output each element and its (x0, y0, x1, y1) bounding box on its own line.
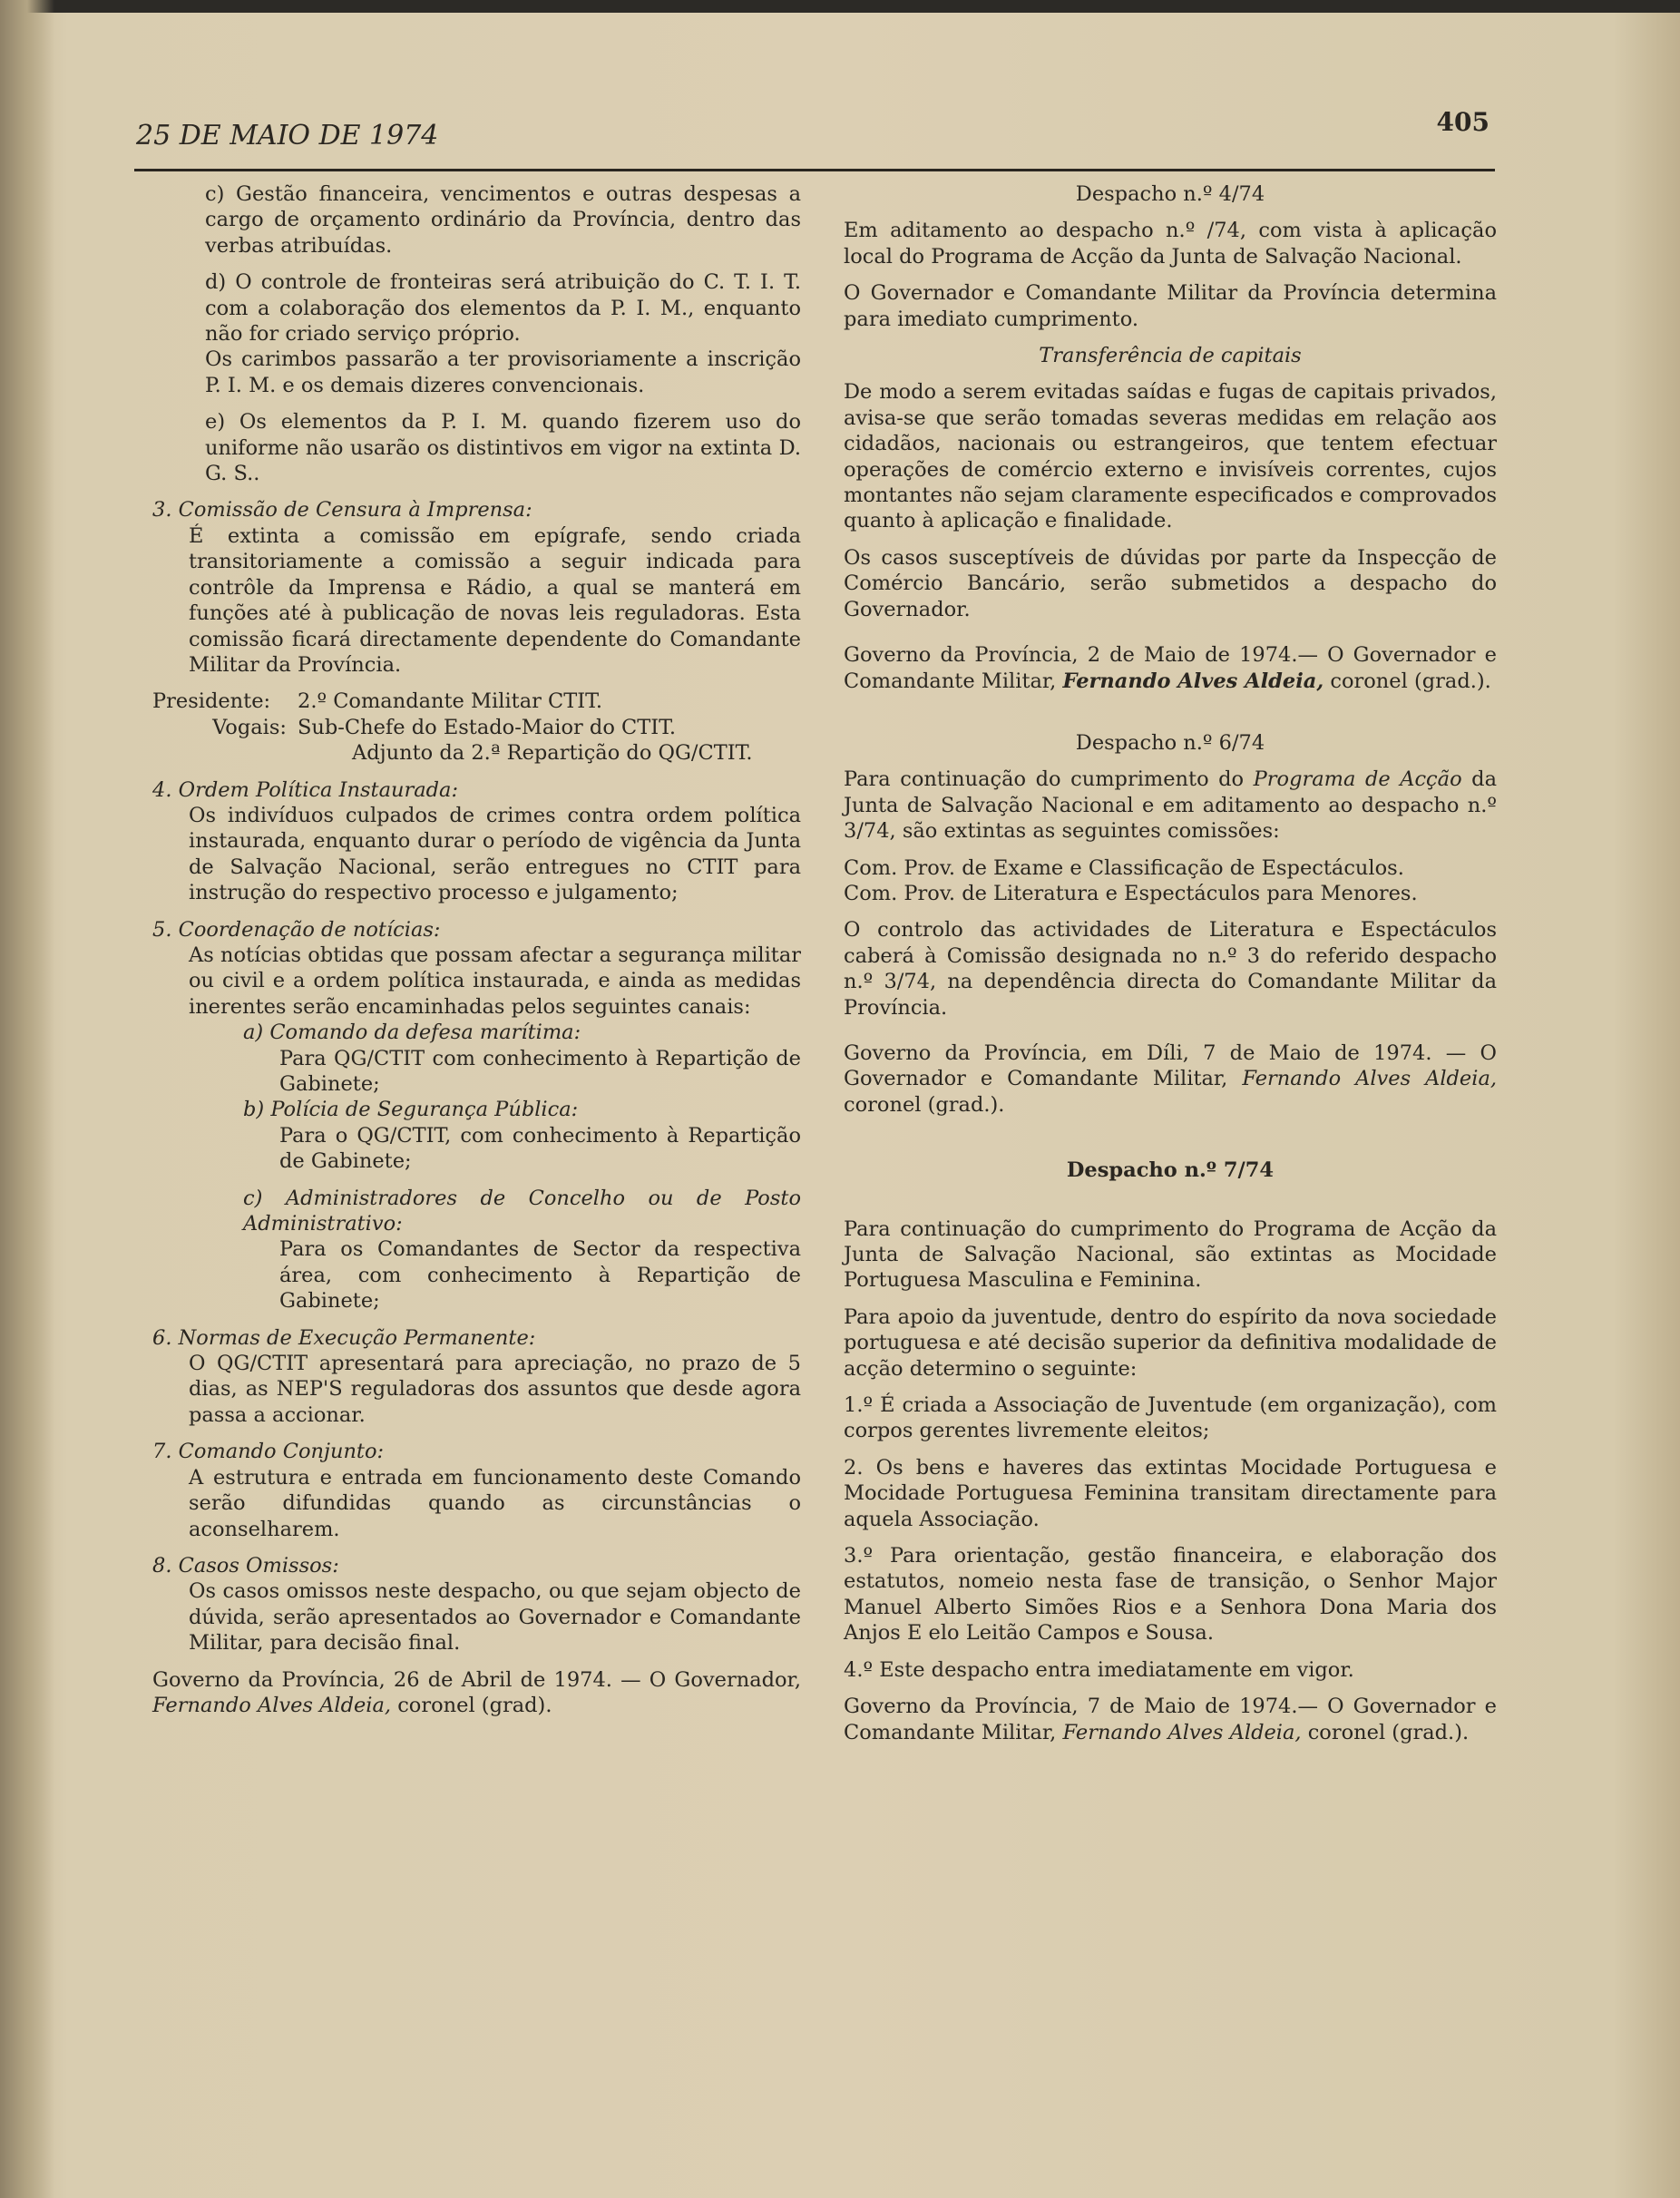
vogais-row (152, 715, 801, 740)
presidente-label: Presidente: (152, 689, 271, 714)
section-3-text: É extinta a comissão em epígrafe, sendo criada transitoriamente a comissão a seguir indicada para contrôle da Imprensa e Rádio, a qual se manterá em funções até à publicação de novas leis reguladoras. Esta comissão ficará directamente dependente do Comandante Militar da Província. (189, 523, 801, 677)
section-8-text: Os casos omissos neste despacho, ou que sejam objecto de dúvida, serão apresentados ao Governador e Comandante Militar, para decisão final. (189, 1579, 801, 1656)
section-8-title: 8. Casos Omissos: (152, 1553, 339, 1578)
despacho-6-commission-1: Com. Prov. de Exame e Classificação de Espectáculos. (844, 855, 1404, 880)
section-5-text: As notícias obtidas que possam afectar a segurança militar ou civil e a ordem política instaurada, e ainda as medidas inerentes serão encaminhadas pelos seguintes canais: (189, 943, 801, 1019)
despacho-6-signature-prefix: Governo da Província, em Díli, 7 de Maio de 1974. — O Governador e Comandante Militar, (844, 1040, 1497, 1091)
section-5a-title: a) Comando da defesa marítima: (243, 1021, 581, 1045)
section-6-text: O QG/CTIT apresentará para apreciação, no prazo de 5 dias, as NEP'S reguladoras dos assuntos que desde agora passa a accionar. (189, 1352, 801, 1427)
despacho-4-title: Despacho n.º 4/74 (1075, 182, 1265, 206)
left-signature-prefix: Governo da Província, 26 de Abril de 1974. — O Governador, (152, 1667, 801, 1692)
item-c: c) Gestão financeira, vencimentos e outras despesas a cargo de orçamento ordinário da Província, dentro das verbas atribuídas. (205, 182, 801, 258)
despacho-4-subtitle: Transferência de capitais (1039, 344, 1302, 368)
section-4-text: Os indivíduos culpados de crimes contra ordem política instaurada, enquanto durar o período de vigência da Junta de Salvação Nacional, serão entregues no CTIT para instrução do respectivo processo e julgamento; (189, 803, 801, 905)
section-5b-text: Para o QG/CTIT, com conhecimento à Repartição de Gabinete; (279, 1123, 801, 1174)
page-number: 405 (1436, 107, 1490, 137)
right-column (844, 181, 1497, 1745)
despacho-7-item-4: 4.º Este despacho entra imediatamente em vigor. (844, 1657, 1354, 1682)
item-d-p2: Os carimbos passarão a ter provisoriamente a inscrição P. I. M. e os demais dizeres convencionais. (205, 347, 801, 397)
despacho-7-item-2: 2. Os bens e haveres das extintas Mocidade Portuguesa e Mocidade Portuguesa Feminina transitam directamente para aquela Associação. (844, 1455, 1497, 1531)
despacho-6-signature (844, 1040, 1497, 1118)
item-e: e) Os elementos da P. I. M. quando fizerem uso do uniforme não usarão os distintivos em vigor na extinta D. G. S.. (205, 410, 801, 486)
vogais-value-2: Adjunto da 2.ª Repartição do QG/CTIT. (352, 741, 753, 766)
despacho-6-p1b: da Junta de Salvação Nacional e em aditamento ao despacho n.º 3/74, são extintas as seguintes comissões: (844, 767, 1497, 844)
despacho-4-p1: Em aditamento ao despacho n.º /74, com vista à aplicação local do Programa de Acção da Junta de Salvação Nacional. (844, 219, 1497, 269)
scan-left-edge (0, 0, 54, 2198)
vogais-value-1: Sub-Chefe do Estado-Maior do CTIT. (298, 715, 676, 739)
left-column (152, 181, 801, 1718)
section-6-title: 6. Normas de Execução Permanente: (152, 1325, 536, 1350)
section-5b-title: b) Polícia de Segurança Pública: (243, 1098, 579, 1122)
despacho-4-p4: Os casos susceptíveis de dúvidas por parte da Inspecção de Comércio Bancário, serão submetidos a despacho do Governador. (844, 545, 1497, 621)
presidente-value: 2.º Comandante Militar CTIT. (298, 689, 602, 714)
despacho-7-signature-suffix: coronel (grad.). (1307, 1720, 1470, 1744)
despacho-4-p2: O Governador e Comandante Militar da Província determina para imediato cumprimento. (844, 281, 1497, 331)
despacho-7-p1: Para continuação do cumprimento do Programa de Acção da Junta de Salvação Nacional, são extintas as Mocidade Portuguesa Masculina e Feminina. (844, 1216, 1497, 1293)
despacho-4-signature-suffix: coronel (grad.). (1330, 669, 1491, 693)
despacho-4-signature (844, 642, 1497, 694)
despacho-7-signature (844, 1694, 1497, 1745)
despacho-6-p1a: Para continuação do cumprimento do (844, 767, 1245, 792)
despacho-4-p3: De modo a serem evitadas saídas e fugas de capitais privados, avisa-se que serão tomadas severas medidas em relação aos cidadãos, nacionais ou estrangeiros, que tentem efectuar operações de comércio externo e invisíveis correntes, cujos montantes não sejam claramente especificados e comprovados quanto à aplicação e finalidade. (844, 380, 1497, 533)
section-7-title: 7. Comando Conjunto: (152, 1440, 385, 1464)
section-5-title: 5. Coordenação de notícias: (152, 917, 441, 942)
despacho-4-signature-prefix: Governo da Província, 2 de Maio de 1974.— O Governador e Comandante Militar, (844, 643, 1497, 693)
left-signature-suffix: coronel (grad). (397, 1693, 552, 1717)
left-signature (152, 1667, 801, 1719)
despacho-6-signature-name: Fernando Alves Aldeia, (1242, 1067, 1498, 1091)
header-rule (134, 169, 1495, 171)
despacho-7-signature-name: Fernando Alves Aldeia, (1062, 1720, 1302, 1744)
left-signature-name: Fernando Alves Aldeia, (152, 1693, 392, 1717)
section-5a-text: Para QG/CTIT com conhecimento à Repartição de Gabinete; (279, 1046, 801, 1096)
section-4-title: 4. Ordem Política Instaurada: (152, 777, 459, 802)
despacho-7-item-3: 3.º Para orientação, gestão financeira, e elaboração dos estatutos, nomeio nesta fase de transição, o Senhor Major Manuel Alberto Simões Rios e a Senhora Dona Maria dos Anjos E elo Leitão Campos e Sousa. (844, 1544, 1497, 1646)
section-5c-text: Para os Comandantes de Sector da respectiva área, com conhecimento à Repartição de Gabinete; (279, 1237, 801, 1314)
despacho-6-signature-suffix: coronel (grad.). (844, 1092, 1005, 1117)
despacho-7-p2: Para apoio da juventude, dentro do espírito da nova sociedade portuguesa e até decisão superior da definitiva modalidade de acção determino o seguinte: (844, 1304, 1497, 1381)
header-date: 25 DE MAIO DE 1974 (136, 120, 439, 151)
item-d: d) O controle de fronteiras será atribuição do C. T. I. T. com a colaboração dos elementos da P. I. M., enquanto não for criado serviço próprio. (205, 270, 801, 347)
despacho-6-programa: Programa de Acção (1253, 767, 1462, 792)
scan-top-border (0, 0, 1680, 13)
section-7-text: A estrutura e entrada em funcionamento deste Comando serão difundidas quando as circunstâncias o aconselharem. (189, 1465, 801, 1541)
despacho-6-p2: O controlo das actividades de Literatura e Espectáculos caberá à Comissão designada no n.º 3 do referido despacho n.º 3/74, na dependência directa do Comandante Militar da Província. (844, 918, 1497, 1020)
section-3-title: 3. Comissão de Censura à Imprensa: (152, 498, 532, 523)
section-5c-title: c) Administradores de Concelho ou de Posto Administrativo: (243, 1186, 801, 1236)
despacho-6-commission-2: Com. Prov. de Literatura e Espectáculos para Menores. (844, 881, 1418, 905)
despacho-7-title: Despacho n.º 7/74 (1066, 1158, 1275, 1183)
despacho-6-p1 (844, 767, 1497, 844)
despacho-7-item-1: 1.º É criada a Associação de Juventude (em organização), com corpos gerentes livremente eleitos; (844, 1393, 1497, 1443)
despacho-6-title: Despacho n.º 6/74 (1075, 730, 1265, 755)
presidente-row (152, 689, 801, 714)
despacho-4-signature-name: Fernando Alves Aldeia, (1062, 669, 1324, 693)
vogais-label: Vogais: (212, 715, 287, 739)
despacho-7-signature-prefix: Governo da Província, 7 de Maio de 1974.— O Governador e Comandante Militar, (844, 1695, 1497, 1744)
